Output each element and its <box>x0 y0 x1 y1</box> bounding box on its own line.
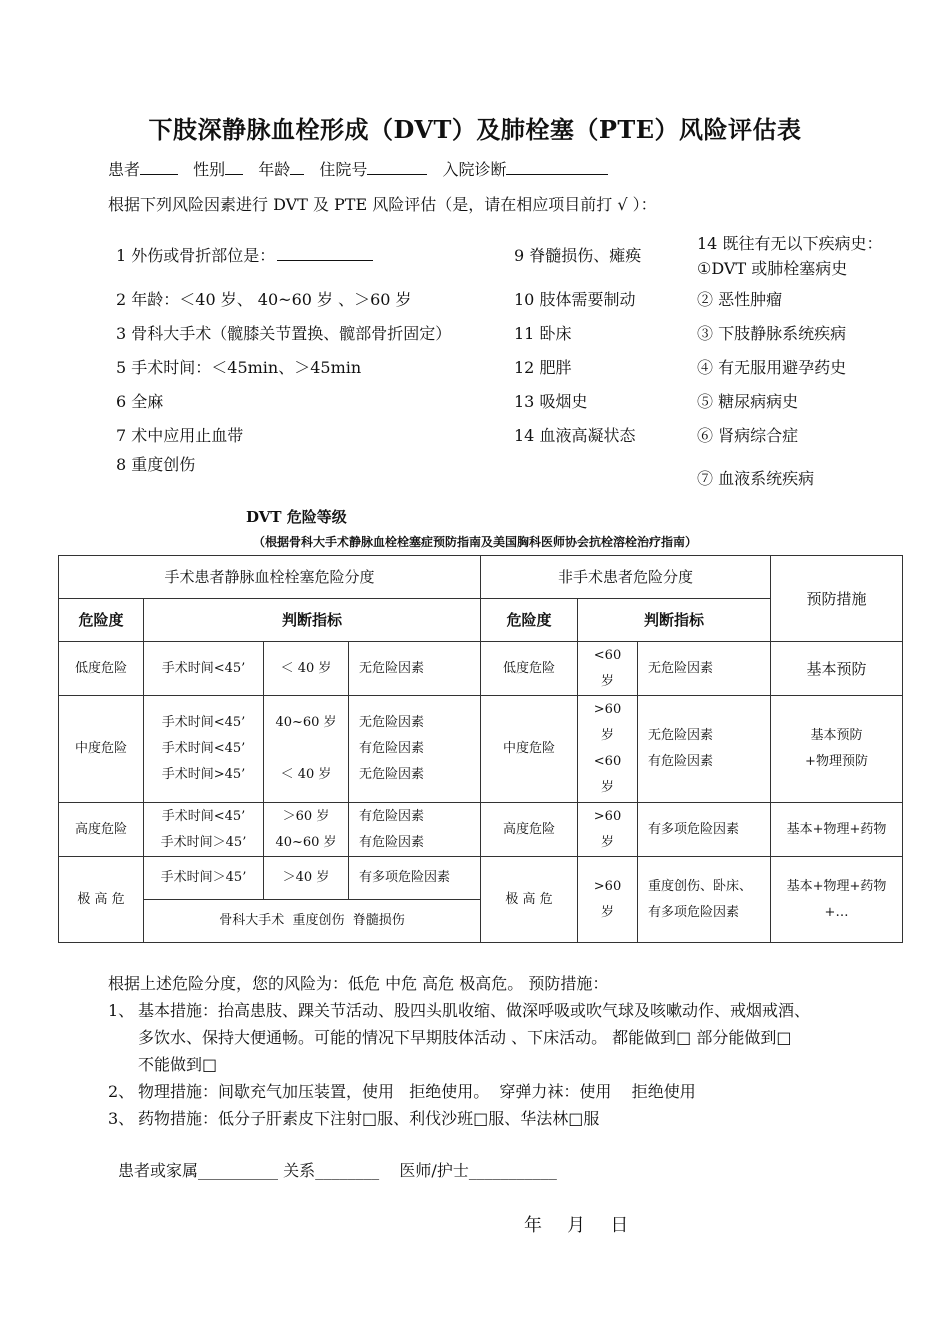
ns-age: >60 岁 <box>578 857 638 943</box>
history-item[interactable]: ④ 有无服用避孕药史 <box>697 358 847 377</box>
factor-item[interactable]: 10 肢体需要制动 <box>514 290 636 309</box>
page-title: 下肢深静脉血栓形成（DVT）及肺栓塞（PTE）风险评估表 <box>148 115 802 144</box>
criteria-age: ＜ 40 岁 <box>264 642 349 696</box>
measure-number: 2、 <box>108 1082 135 1101</box>
ns-age: >60 岁 <60 岁 <box>578 696 638 803</box>
table-row <box>59 857 903 900</box>
nonsurgical-header: 非手术患者危险分度 <box>481 556 771 599</box>
factor-item[interactable]: 2 年龄：＜40 岁、 40~60 岁 、＞60 岁 <box>116 290 412 309</box>
surgical-header: 手术患者静脉血栓栓塞危险分度 <box>59 556 481 599</box>
history-item[interactable]: ⑤ 糖尿病病史 <box>697 392 799 411</box>
table-row <box>59 642 903 696</box>
factor-item[interactable]: 6 全麻 <box>116 392 164 411</box>
criteria-col-header: 判断指标 <box>144 599 481 642</box>
prevention-header: 预防措施 <box>771 556 903 642</box>
gender-label: 性别 <box>193 160 226 179</box>
dvt-section-subtitle: （根据骨科大手术静脉血栓栓塞症预防指南及美国胸科医师协会抗栓溶栓治疗指南） <box>252 535 697 549</box>
basic-measures-line2[interactable]: 多饮水、保持大便通畅。可能的情况下早期肢体活动 、下床活动。 都能做到□ 部分能做到□ <box>138 1028 792 1047</box>
history-item[interactable]: ⑦ 血液系统疾病 <box>697 469 815 488</box>
basic-measures-line1: 基本措施：抬高患肢、踝关节活动、股四头肌收缩、做深呼吸或吹气球及咳嗽动作、戒烟戒酒、 <box>138 1001 811 1020</box>
factor-item[interactable]: 9 脊髓损伤、瘫痪 <box>514 246 642 265</box>
criteria-factor: 无危险因素 <box>349 642 481 696</box>
criteria-factor: 无危险因素 有危险因素 无危险因素 <box>349 696 481 803</box>
criteria-age: 40~60 岁 ＜ 40 岁 <box>264 696 349 803</box>
ns-factor: 无危险因素 有危险因素 <box>638 696 771 803</box>
dvt-section-title: DVT 危险等级 <box>246 508 347 526</box>
history-item[interactable]: ①DVT 或肺栓塞病史 <box>697 259 848 278</box>
history-item[interactable]: ③ 下肢静脉系统疾病 <box>697 324 847 343</box>
ns-risk-level-extreme: 极 高 危 <box>481 857 578 943</box>
risk-level-extreme: 极 高 危 <box>59 857 144 943</box>
factor-item[interactable]: 8 重度创伤 <box>116 455 196 474</box>
criteria-time: 手术时间<45’ 手术时间<45’ 手术时间>45’ <box>144 696 264 803</box>
ns-risk-level-high: 高度危险 <box>481 803 578 857</box>
factor-item[interactable]: 3 骨科大手术（髋膝关节置换、髋部骨折固定） <box>116 324 452 343</box>
history-heading: 14 既往有无以下疾病史： <box>697 234 883 253</box>
ns-risk-level-mid: 中度危险 <box>481 696 578 803</box>
criteria-age: ＞40 岁 <box>264 857 349 900</box>
prevention-extreme: 基本+物理+药物 +… <box>771 857 903 943</box>
dvt-risk-table <box>58 555 903 943</box>
patient-label: 患者 <box>108 160 141 179</box>
table-row <box>59 803 903 857</box>
extreme-extra-criteria: 骨科大手术 重度创伤 脊髓损伤 <box>144 900 481 943</box>
drug-measures[interactable]: 药物措施：低分子肝素皮下注射□服、利伐沙班□服、华法林□服 <box>138 1109 600 1128</box>
patient-name-field[interactable] <box>140 158 178 175</box>
diagnosis-label: 入院诊断 <box>442 160 507 179</box>
ns-factor: 有多项危险因素 <box>638 803 771 857</box>
diagnosis-field[interactable] <box>506 158 608 175</box>
risk-level-mid: 中度危险 <box>59 696 144 803</box>
table-row <box>59 696 903 803</box>
factor-item[interactable]: 7 术中应用止血带 <box>116 426 244 445</box>
criteria-factor: 有危险因素 有危险因素 <box>349 803 481 857</box>
ns-factor: 无危险因素 <box>638 642 771 696</box>
risk-assessment-line: 根据上述危险分度，您的风险为：低危 中危 高危 极高危。 预防措施： <box>108 974 609 993</box>
prevention-low: 基本预防 <box>771 642 903 696</box>
factor-item[interactable]: 14 血液高凝状态 <box>514 426 636 445</box>
factor-item[interactable]: 1 外伤或骨折部位是： <box>116 243 383 266</box>
risk-col-header: 危险度 <box>481 599 578 642</box>
criteria-factor: 有多项危险因素 <box>349 857 481 900</box>
measure-number: 3、 <box>108 1109 135 1128</box>
factor-item[interactable]: 12 肥胖 <box>514 358 572 377</box>
factor-item[interactable]: 5 手术时间：＜45min、＞45min <box>116 358 362 377</box>
risk-level-high: 高度危险 <box>59 803 144 857</box>
patient-info-line <box>108 157 618 180</box>
inpatient-no-field[interactable] <box>367 158 427 175</box>
risk-level-low: 低度危险 <box>59 642 144 696</box>
criteria-col-header: 判断指标 <box>578 599 771 642</box>
ns-factor: 重度创伤、卧床、 有多项危险因素 <box>638 857 771 943</box>
criteria-age: ＞60 岁 40~60 岁 <box>264 803 349 857</box>
history-item[interactable]: ② 恶性肿瘤 <box>697 290 783 309</box>
criteria-time: 手术时间＞45’ <box>144 857 264 900</box>
criteria-time: 手术时间<45’ <box>144 642 264 696</box>
ns-age: >60 岁 <box>578 803 638 857</box>
ns-risk-level-low: 低度危险 <box>481 642 578 696</box>
intro-text: 根据下列风险因素进行 DVT 及 PTE 风险评估（是，请在相应项目前打 √ ）： <box>108 195 657 214</box>
measure-number: 1、 <box>108 1001 135 1020</box>
gender-field[interactable] <box>225 158 243 175</box>
age-label: 年龄 <box>258 160 291 179</box>
date-line: 年 月 日 <box>524 1215 631 1236</box>
history-item[interactable]: ⑥ 肾病综合症 <box>697 426 799 445</box>
age-field[interactable] <box>290 158 304 175</box>
signature-line[interactable]: 患者或家属__________ 关系________ 医师/护士___________ <box>118 1161 557 1180</box>
prevention-mid: 基本预防 +物理预防 <box>771 696 903 803</box>
risk-col-header: 危险度 <box>59 599 144 642</box>
factor-item[interactable]: 13 吸烟史 <box>514 392 588 411</box>
ns-age: <60 岁 <box>578 642 638 696</box>
factor-item[interactable]: 11 卧床 <box>514 324 572 343</box>
basic-measures-line3[interactable]: 不能做到□ <box>138 1055 218 1074</box>
inpatient-no-label: 住院号 <box>319 160 368 179</box>
criteria-time: 手术时间<45’ 手术时间＞45’ <box>144 803 264 857</box>
physical-measures[interactable]: 物理措施：间歇充气加压装置，使用 拒绝使用。 穿弹力袜：使用 拒绝使用 <box>138 1082 696 1101</box>
prevention-high: 基本+物理+药物 <box>771 803 903 857</box>
